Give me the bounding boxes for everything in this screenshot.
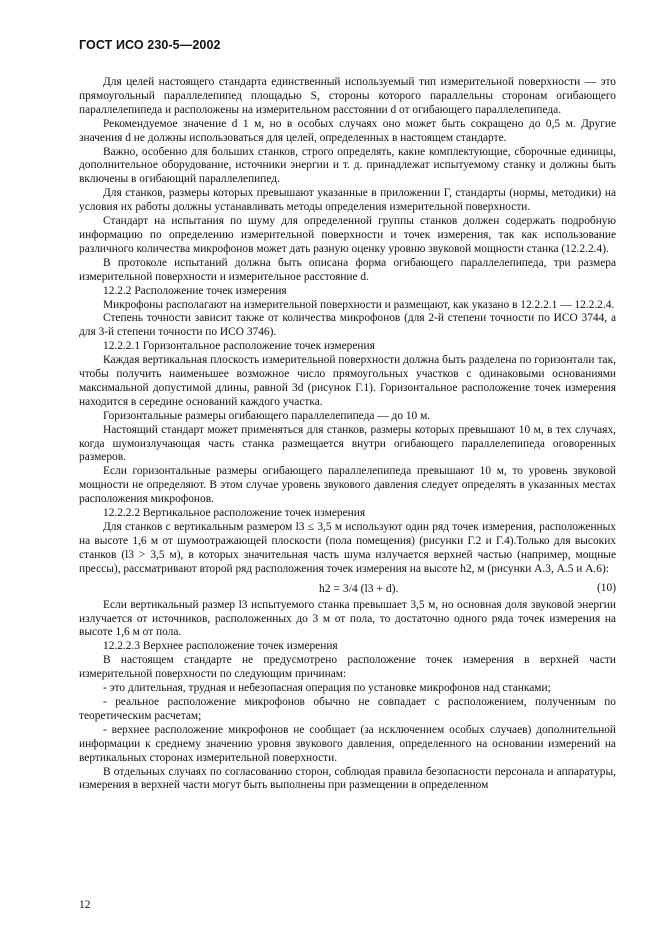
formula: [79, 579, 616, 598]
paragraph: Настоящий стандарт может применяться для станков, размеры которых превышают 10 м, в тех случаях, когда шумоизлучающая часть станка размещается внутри огибающего параллелепипеда оговоренных размеров.: [79, 423, 616, 464]
paragraph: Если горизонтальные размеры огибающего параллелепипеда превышают 10 м, то уровень звуковой мощности не определяют. В этом случае уровень звукового давления следует определять в указанных местах расположения микрофонов.: [79, 465, 616, 506]
section-heading: 12.2.2 Расположение точек измерения: [103, 284, 287, 297]
paragraph: В протоколе испытаний должна быть описана форма огибающего параллелепипеда, три размера измерительной поверхности и измерительное расстояние d.: [79, 256, 616, 283]
document-header: ГОСТ ИСО 230-5—2002: [79, 38, 221, 52]
section-heading: 12.2.2.2 Вертикальное расположение точек измерения: [103, 507, 366, 520]
paragraph: Если вертикальный размер l3 испытуемого станка превышает 3,5 м, но основная доля звуковой энергии излучается от источников, расположенных до 3 м от пола, то достаточно одного ряда точек измерения на высоте 1,6 м от пола.: [79, 598, 616, 639]
paragraph: Для целей настоящего стандарта единственный используемый тип измерительной поверхности — это прямоугольный параллелепипед площадью S, стороны которого параллельны сторонам огибающего параллелепипеда и расположены на измерительном расстоянии d от огибающего параллелепипеда.: [79, 76, 616, 116]
paragraph: Горизонтальные размеры огибающего параллелепипеда — до 10 м.: [103, 409, 431, 422]
paragraph: Для станков, размеры которых превышают указанные в приложении Г, стандарты (нормы, методики) на условия их работы должны устанавливать методы определения измерительной поверхности.: [79, 187, 616, 214]
list-item: - верхнее расположение микрофонов не сообщает (за исключением особых случаев) дополнительной информации к среднему значению уровня звукового давления, определенного на основании измерений на вертикальных сторонах измерительной поверхности.: [79, 723, 616, 764]
page-number: 12: [79, 899, 91, 911]
paragraph: В отдельных случаях по согласованию сторон, соблюдая правила безопасности персонала и аппаратуры, измерения в верхней части могут быть выполнены при размещении в определенном: [79, 765, 616, 792]
section-heading: 12.2.2.3 Верхнее расположение точек измерения: [103, 640, 338, 653]
document-body: [79, 76, 616, 793]
paragraph: Степень точности зависит также от количества микрофонов (для 2-й степени точности по ИСО 3744, а для 3-й степени точности по ИСО 3746).: [79, 312, 616, 339]
paragraph: Рекомендуемое значение d 1 м, но в особых случаях оно может быть сокращено до 0,5 м. Другие значения d не должны использоваться для целей, определенных в настоящем стандарте.: [79, 117, 616, 144]
formula-expression: h2 = 3/4 (l3 + d).: [319, 581, 399, 595]
list-item: - это длительная, трудная и небезопасная операция по установке микрофонов над станками;: [103, 682, 551, 695]
paragraph: Микрофоны располагают на измерительной поверхности и размещают, как указано в 12.2.2.1 — 12.2.2.4.: [103, 298, 615, 311]
list-item: - реальное расположение микрофонов обычно не совпадает с расположением, полученным по теоретическим расчетам;: [79, 695, 616, 722]
paragraph: Важно, особенно для больших станков, строго определять, какие комплектующие, сборочные единицы, дополнительное оборудование, источники энергии и т. д. принадлежат испытуемому станку и должны быть включены в огибающий параллелепипед.: [79, 145, 616, 186]
formula-number: (10): [597, 581, 616, 594]
paragraph: Для станков с вертикальным размером l3 ≤ 3,5 м используют один ряд точек измерения, расположенных на высоте 1,6 м от шумоотражающей плоскости (пола помещения) (рисунки Г.2 и Г.4).Только для высоких станков (l3 > 3,5 м), в которых значительная часть шума излучается верхней частью (например, мощные прессы), рассматривают второй ряд расположения точек измерения на высоте h2, м (рисунки А.3, А.5 и А.6):: [79, 521, 616, 575]
paragraph: В настоящем стандарте не предусмотрено расположение точек измерения в верхней части измерительной поверхности по следующим причинам:: [79, 654, 616, 681]
paragraph: Каждая вертикальная плоскость измерительной поверхности должна быть разделена по горизонтали так, чтобы получить наименьшее возможное число прямоугольных участков с одинаковыми основаниями максимальной допустимой длины, равной 3d (рисунок Г.1). Горизонтальное расположение точек измерения находится в середине оснований каждого участка.: [79, 354, 616, 408]
section-heading: 12.2.2.1 Горизонтальное расположение точек измерения: [103, 340, 375, 353]
paragraph: Стандарт на испытания по шуму для определенной группы станков должен содержать подробную информацию по определению измерительной поверхности и точек измерения, так как использование различного количества микрофонов может дать разную оценку уровню звуковой мощности станка (12.2.2.4).: [79, 215, 616, 255]
